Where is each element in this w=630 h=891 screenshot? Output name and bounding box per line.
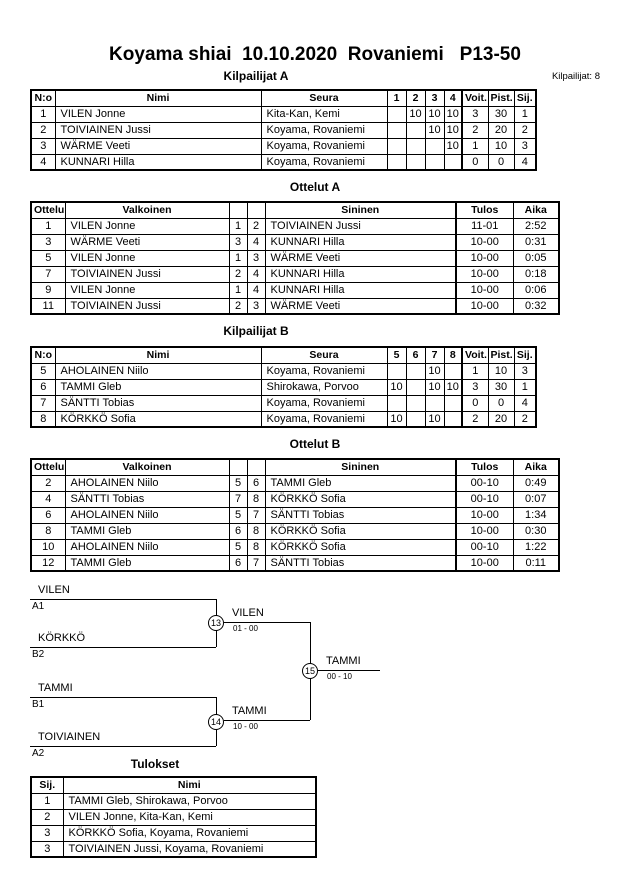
table-cell: 1 (31, 793, 63, 809)
table-row (31, 555, 559, 571)
table-cell: 8 (247, 491, 265, 507)
table-row (31, 218, 559, 234)
table-cell: 1 (514, 106, 536, 122)
table-row (31, 282, 559, 298)
bracket-semi1-winner: VILEN (232, 607, 264, 619)
table-cell (425, 395, 444, 411)
table-row (31, 411, 536, 427)
table-cell: 10-00 (456, 266, 513, 282)
column-header: Voit. (462, 90, 488, 106)
table-cell: 1 (229, 250, 247, 266)
table-cell: 2 (462, 411, 488, 427)
table-cell: 5 (229, 507, 247, 523)
column-header: Tulos (456, 202, 513, 218)
bracket-semi1-score: 01 - 00 (233, 624, 258, 633)
table-cell: 3 (31, 138, 55, 154)
table-cell: 8 (247, 539, 265, 555)
table-cell: 0:07 (513, 491, 559, 507)
table-cell: 2 (229, 298, 247, 314)
column-header: Voit. (462, 347, 488, 363)
table-row (31, 841, 316, 857)
table-cell: 3 (31, 825, 63, 841)
table-cell: Koyama, Rovaniemi (261, 154, 387, 170)
table-cell: 10 (406, 106, 425, 122)
table-row (31, 793, 316, 809)
medal-bracket (30, 580, 400, 780)
table-cell: 3 (514, 363, 536, 379)
bracket-match-14-number: 14 (208, 714, 224, 730)
tulokset-table (30, 776, 317, 858)
table-cell: WÄRME Veeti (55, 138, 261, 154)
table-cell (444, 154, 462, 170)
ottelut-a-heading: Ottelut A (289, 180, 341, 194)
table-cell: Koyama, Rovaniemi (261, 411, 387, 427)
table-cell: 00-10 (456, 475, 513, 491)
table-cell (406, 138, 425, 154)
bracket-semi1-top-name: VILEN (38, 584, 70, 596)
column-header: Aika (513, 202, 559, 218)
table-cell: 1 (31, 218, 65, 234)
table-cell: 10-00 (456, 250, 513, 266)
table-cell: 5 (229, 475, 247, 491)
table-row (31, 266, 559, 282)
table-cell: Shirokawa, Porvoo (261, 379, 387, 395)
column-header: Sij. (514, 347, 536, 363)
page-title: Koyama shiai 10.10.2020 Rovaniemi P13-50 (109, 44, 521, 65)
bracket-line (224, 622, 310, 623)
table-cell (387, 395, 406, 411)
table-row (31, 122, 536, 138)
table-cell: 7 (229, 491, 247, 507)
table-cell: KÖRKKÖ Sofia (265, 523, 456, 539)
table-cell: 7 (247, 555, 265, 571)
table-cell: 10 (425, 106, 444, 122)
competitors-count: Kilpailijat: 8 (551, 71, 600, 82)
table-cell: 0:49 (513, 475, 559, 491)
column-header: Nimi (63, 777, 316, 793)
table-cell: 9 (31, 282, 65, 298)
column-header (247, 202, 265, 218)
column-header: 4 (444, 90, 462, 106)
bracket-semi2-score: 10 - 00 (233, 722, 258, 731)
bracket-line (30, 599, 216, 600)
bracket-line (318, 670, 380, 671)
kilpailijat-b-heading: Kilpailijat B (223, 324, 289, 338)
table-cell: WÄRME Veeti (65, 234, 229, 250)
table-cell: TOIVIAINEN Jussi (65, 298, 229, 314)
table-cell: 10 (488, 363, 514, 379)
table-cell: 4 (247, 282, 265, 298)
table-cell: 2 (514, 122, 536, 138)
table-cell: SÄNTTI Tobias (265, 555, 456, 571)
table-cell: 00-10 (456, 539, 513, 555)
table-cell: 2 (514, 411, 536, 427)
table-cell: 0 (462, 395, 488, 411)
column-header: Pist. (488, 90, 514, 106)
table-cell: 6 (247, 475, 265, 491)
table-cell: 10-00 (456, 507, 513, 523)
table-cell (387, 363, 406, 379)
table-cell: 5 (31, 250, 65, 266)
column-header: 2 (406, 90, 425, 106)
table-cell (425, 138, 444, 154)
column-header (247, 459, 265, 475)
bracket-semi1-bottom-name: KÖRKKÖ (38, 632, 86, 644)
table-cell: Koyama, Rovaniemi (261, 395, 387, 411)
table-cell: VILEN Jonne (65, 250, 229, 266)
table-row (31, 825, 316, 841)
table-row (31, 539, 559, 555)
table-cell: 30 (488, 106, 514, 122)
table-cell: 10 (444, 122, 462, 138)
table-cell: 10 (425, 363, 444, 379)
table-cell: 0:31 (513, 234, 559, 250)
bracket-semi2-top-name: TAMMI (38, 682, 73, 694)
table-cell: 1 (229, 218, 247, 234)
column-header: Nimi (55, 90, 261, 106)
ottelut-a-table (30, 201, 560, 315)
table-cell: 6 (31, 379, 55, 395)
table-cell (387, 138, 406, 154)
table-cell (387, 106, 406, 122)
table-row (31, 475, 559, 491)
table-cell (387, 122, 406, 138)
table-cell: 10 (387, 379, 406, 395)
table-cell: TOIVIAINEN Jussi, Koyama, Rovaniemi (63, 841, 316, 857)
table-cell: 10 (425, 122, 444, 138)
table-cell: TAMMI Gleb (55, 379, 261, 395)
ottelut-b-heading: Ottelut B (289, 437, 341, 451)
table-row (31, 154, 536, 170)
table-cell: KUNNARI Hilla (265, 234, 456, 250)
table-cell: 3 (247, 250, 265, 266)
ottelut-b-table (30, 458, 560, 572)
table-cell: 10 (387, 411, 406, 427)
header-row (31, 459, 559, 475)
table-cell: WÄRME Veeti (265, 298, 456, 314)
table-cell: 7 (31, 266, 65, 282)
table-row (31, 250, 559, 266)
table-cell: 1:22 (513, 539, 559, 555)
table-cell: 4 (31, 491, 65, 507)
table-cell: 4 (247, 234, 265, 250)
table-cell: TAMMI Gleb (65, 523, 229, 539)
table-cell: KÖRKKÖ Sofia (265, 539, 456, 555)
table-cell: 4 (31, 154, 55, 170)
table-cell: 0:32 (513, 298, 559, 314)
table-cell: KUNNARI Hilla (55, 154, 261, 170)
table-cell: 5 (229, 539, 247, 555)
table-cell: Koyama, Rovaniemi (261, 138, 387, 154)
table-cell: VILEN Jonne (65, 282, 229, 298)
table-cell: 3 (31, 841, 63, 857)
table-cell (444, 363, 462, 379)
column-header: Sininen (265, 459, 456, 475)
table-cell: 2 (229, 266, 247, 282)
column-header: 5 (387, 347, 406, 363)
kilpailijat-b-table (30, 346, 537, 428)
column-header: N:o (31, 347, 55, 363)
table-cell: 3 (462, 379, 488, 395)
kilpailijat-a-table (30, 89, 537, 171)
table-cell: 7 (31, 395, 55, 411)
table-cell: 2 (31, 809, 63, 825)
table-cell: 20 (488, 122, 514, 138)
header-row (31, 777, 316, 793)
bracket-semi1-top-tag: A1 (32, 601, 45, 612)
table-row (31, 395, 536, 411)
table-cell (425, 154, 444, 170)
table-cell: SÄNTTI Tobias (55, 395, 261, 411)
table-cell: 2 (462, 122, 488, 138)
table-cell: Koyama, Rovaniemi (261, 363, 387, 379)
table-cell: 1 (462, 363, 488, 379)
table-cell: 0 (488, 154, 514, 170)
table-row (31, 234, 559, 250)
table-cell: 0:11 (513, 555, 559, 571)
column-header: 1 (387, 90, 406, 106)
table-cell: VILEN Jonne, Kita-Kan, Kemi (63, 809, 316, 825)
table-cell: KÖRKKÖ Sofia (55, 411, 261, 427)
bracket-line (224, 720, 310, 721)
table-cell (444, 395, 462, 411)
column-header: Valkoinen (65, 202, 229, 218)
table-cell: TOIVIAINEN Jussi (265, 218, 456, 234)
bracket-semi2-bottom-name: TOIVIAINEN (38, 731, 101, 743)
table-cell: 00-10 (456, 491, 513, 507)
header-row (31, 347, 536, 363)
column-header: 8 (444, 347, 462, 363)
table-cell: 10-00 (456, 523, 513, 539)
bracket-match-13-number: 13 (208, 615, 224, 631)
table-cell: 10 (488, 138, 514, 154)
bracket-final-winner: TAMMI (326, 655, 361, 667)
table-cell: 2 (247, 218, 265, 234)
column-header: Sij. (31, 777, 63, 793)
column-header: 3 (425, 90, 444, 106)
table-row (31, 809, 316, 825)
table-cell: 0 (462, 154, 488, 170)
table-cell: KÖRKKÖ Sofia (265, 491, 456, 507)
tulokset-heading: Tulokset (130, 757, 180, 771)
table-cell: Koyama, Rovaniemi (261, 122, 387, 138)
table-cell (406, 379, 425, 395)
table-cell: AHOLAINEN Niilo (55, 363, 261, 379)
column-header: Nimi (55, 347, 261, 363)
table-cell: TAMMI Gleb (65, 555, 229, 571)
table-row (31, 523, 559, 539)
table-cell: 10 (31, 539, 65, 555)
table-row (31, 379, 536, 395)
table-row (31, 491, 559, 507)
column-header: 6 (406, 347, 425, 363)
table-cell: TOIVIAINEN Jussi (55, 122, 261, 138)
table-cell: 0 (488, 395, 514, 411)
table-cell: 1 (462, 138, 488, 154)
table-cell: 5 (31, 363, 55, 379)
table-cell (444, 411, 462, 427)
bracket-match-15-number: 15 (302, 663, 318, 679)
column-header: N:o (31, 90, 55, 106)
table-cell (387, 154, 406, 170)
table-cell: 0:18 (513, 266, 559, 282)
table-cell: 10 (444, 379, 462, 395)
table-cell: 10 (425, 411, 444, 427)
table-cell: KUNNARI Hilla (265, 266, 456, 282)
table-cell: 30 (488, 379, 514, 395)
table-cell: 2:52 (513, 218, 559, 234)
header-row (31, 90, 536, 106)
column-header (229, 202, 247, 218)
bracket-line (30, 647, 216, 648)
table-cell: 3 (514, 138, 536, 154)
table-cell: 0:30 (513, 523, 559, 539)
table-cell (406, 154, 425, 170)
table-cell (406, 363, 425, 379)
table-row (31, 138, 536, 154)
table-cell: 11 (31, 298, 65, 314)
table-cell (406, 395, 425, 411)
table-cell: 4 (514, 395, 536, 411)
table-cell: TOIVIAINEN Jussi (65, 266, 229, 282)
column-header: Aika (513, 459, 559, 475)
bracket-line (30, 697, 216, 698)
header-row (31, 202, 559, 218)
table-cell: KUNNARI Hilla (265, 282, 456, 298)
table-row (31, 507, 559, 523)
column-header: Seura (261, 90, 387, 106)
table-cell: 10 (425, 379, 444, 395)
table-row (31, 298, 559, 314)
table-cell: 6 (229, 555, 247, 571)
table-cell: 3 (31, 234, 65, 250)
table-cell: 20 (488, 411, 514, 427)
table-cell: AHOLAINEN Niilo (65, 507, 229, 523)
bracket-semi2-bottom-tag: A2 (32, 748, 45, 759)
table-cell: 3 (462, 106, 488, 122)
table-cell: 2 (31, 475, 65, 491)
bracket-final-score: 00 - 10 (327, 672, 352, 681)
table-cell: 11-01 (456, 218, 513, 234)
table-cell: TAMMI Gleb (265, 475, 456, 491)
table-cell: 10 (444, 106, 462, 122)
table-cell: SÄNTTI Tobias (65, 491, 229, 507)
table-cell: 1 (229, 282, 247, 298)
table-cell: 0:06 (513, 282, 559, 298)
table-cell: VILEN Jonne (65, 218, 229, 234)
table-cell (406, 122, 425, 138)
table-cell: 1 (514, 379, 536, 395)
column-header: Seura (261, 347, 387, 363)
column-header: Ottelu (31, 202, 65, 218)
table-cell: 3 (247, 298, 265, 314)
table-cell (406, 411, 425, 427)
table-cell: AHOLAINEN Niilo (65, 475, 229, 491)
column-header: Tulos (456, 459, 513, 475)
table-cell: WÄRME Veeti (265, 250, 456, 266)
table-cell: 4 (247, 266, 265, 282)
table-cell: 10-00 (456, 234, 513, 250)
table-cell: 10-00 (456, 282, 513, 298)
table-cell: 8 (247, 523, 265, 539)
table-cell: KÖRKKÖ Sofia, Koyama, Rovaniemi (63, 825, 316, 841)
table-cell: 10-00 (456, 555, 513, 571)
column-header: Sij. (514, 90, 536, 106)
table-cell: SÄNTTI Tobias (265, 507, 456, 523)
table-cell: 8 (31, 411, 55, 427)
table-cell: 3 (229, 234, 247, 250)
bracket-semi2-top-tag: B1 (32, 699, 45, 710)
table-row (31, 106, 536, 122)
table-cell: AHOLAINEN Niilo (65, 539, 229, 555)
column-header: Valkoinen (65, 459, 229, 475)
table-cell: Kita-Kan, Kemi (261, 106, 387, 122)
table-row (31, 363, 536, 379)
table-cell: VILEN Jonne (55, 106, 261, 122)
column-header (229, 459, 247, 475)
table-cell: 6 (31, 507, 65, 523)
table-cell: TAMMI Gleb, Shirokawa, Porvoo (63, 793, 316, 809)
table-cell: 10-00 (456, 298, 513, 314)
column-header: Pist. (488, 347, 514, 363)
bracket-semi1-bottom-tag: B2 (32, 649, 45, 660)
column-header: Sininen (265, 202, 456, 218)
table-cell: 6 (229, 523, 247, 539)
table-cell: 1:34 (513, 507, 559, 523)
bracket-semi2-winner: TAMMI (232, 705, 267, 717)
table-cell: 2 (31, 122, 55, 138)
table-cell: 0:05 (513, 250, 559, 266)
table-cell: 1 (31, 106, 55, 122)
table-cell: 8 (31, 523, 65, 539)
column-header: Ottelu (31, 459, 65, 475)
table-cell: 4 (514, 154, 536, 170)
table-cell: 12 (31, 555, 65, 571)
column-header: 7 (425, 347, 444, 363)
table-cell: 7 (247, 507, 265, 523)
bracket-line (30, 746, 216, 747)
kilpailijat-a-heading: Kilpailijat A (223, 69, 289, 83)
table-cell: 10 (444, 138, 462, 154)
